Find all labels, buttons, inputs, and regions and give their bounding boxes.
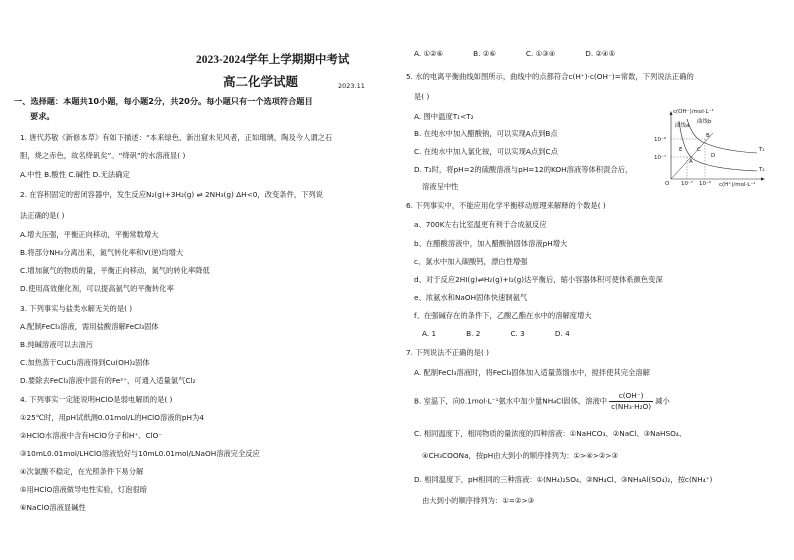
q6-item-c: c、氯水中加入碳酸钙，漂白性增强 (414, 257, 528, 266)
q5-option-d-line-1: D. T₂时，将pH=2的硫酸溶液与pH=12的KOH溶液等体积混合后， (414, 165, 633, 174)
t1-label: T₁ (759, 147, 765, 153)
q4-option-b: B. ②⑥ (473, 49, 496, 58)
q4-option-c: C. ①③④ (525, 49, 556, 58)
point-e: E (679, 147, 683, 153)
q3-stem: 3. 下列事实与盐类水解无关的是( ) (20, 304, 133, 313)
q5-stem-line-1: 5. 水的电离平衡曲线如图所示，曲线中的点都符合c(H⁺)·c(OH⁻)=常数，下列说法正确的 (406, 72, 694, 81)
q4-option-d: D. ②④⑤ (585, 49, 616, 58)
q4-stem: 4. 下列事实一定能说明HClO是弱电解质的是( ) (20, 395, 173, 404)
y-tick-2: 10⁻⁷ (654, 155, 667, 161)
point-d: D (711, 153, 716, 159)
q6-option-b: B. 2 (466, 329, 481, 338)
q4-statement-2: ②HClO水溶液中含有HClO分子和H⁺、ClO⁻ (20, 431, 163, 440)
curve-b-label: 曲线b (697, 119, 712, 125)
q6-item-a: a、700K左右比室温更有利于合成氨反应 (414, 220, 547, 229)
exam-title: 2023-2024学年上学期期中考试 (196, 54, 350, 66)
q1-options: A.中性 B.酸性 C.碱性 D.无法确定 (20, 170, 130, 179)
q3-option-a: A.配制FeCl₃溶液，需用盐酸溶解FeCl₃固体 (20, 322, 159, 331)
q2-option-d: D.使用高效催化剂，可以提高氨气的平衡转化率 (20, 284, 174, 293)
q6-stem: 6. 下列事实中，不能应用化学平衡移动原理来解释的个数是( ) (406, 201, 606, 210)
fraction-denominator: c(NH₃·H₂O) (611, 402, 652, 411)
point-c: C (697, 147, 701, 153)
q1-stem-line-1: 1. 唐代苏敬《新修本草》有如下描述：“本来绿色，新出窟未见风者，正如瑠璃，陶及今人谓之石 (20, 133, 333, 142)
x-axis-arrow (761, 178, 765, 181)
point-a: A (689, 159, 693, 165)
q4-statement-3: ③10mL0.01mol/LHClO溶液恰好与10mL0.01mol/LNaOH溶液完全反应 (20, 449, 260, 458)
q7-option-b-suffix: 减小 (655, 396, 670, 406)
q7-option-d-line-1: D. 相同温度下，pH相同的三种溶液：①(NH₄)₂SO₄、②NH₄Cl、③NH₄Al(SO₄)₂，按c(NH₄⁺) (414, 475, 713, 484)
q5-stem-line-2: 是( ) (414, 92, 430, 101)
q1-stem-line-2: 胆，烧之赤色，故名绛矾矣”。“绛矾”的水溶液显( ) (20, 151, 186, 160)
q5-option-b: B. 在纯水中加入醋酸钠，可以实现A点到B点 (414, 129, 558, 138)
q4-statement-5: ⑤用HClO溶液做导电性实验，灯泡很暗 (20, 485, 148, 494)
q2-stem-line-2: 法正确的是( ) (20, 211, 65, 220)
q3-option-d: D.要除去FeCl₃溶液中混有的Fe²⁺，可通入适量氯气Cl₂ (20, 376, 196, 385)
q6-option-d: D. 4 (554, 329, 570, 338)
x-tick-1: 10⁻⁷ (681, 181, 694, 187)
y-axis-label: c(OH⁻)/mol·L⁻¹ (673, 109, 714, 115)
q7-option-a: A. 配制FeCl₃溶液时，将FeCl₃固体加入适量蒸馏水中，搅拌使其完全溶解 (414, 368, 650, 377)
t2-label: T₂ (759, 167, 765, 173)
q7-option-b-fraction (609, 391, 653, 412)
q6-item-d: d、对于反应2HI(g)⇌H₂(g)+I₂(g)达平衡后，缩小容器体积可使体系颜色变深 (414, 275, 663, 284)
point-b: B (706, 133, 710, 139)
q2-stem-line-1: 2. 在容积固定的密闭容器中，发生反应N₂(g)+3H₂(g) ⇌ 2NH₃(g) ΔH<0，改变条件，下列说 (20, 190, 324, 199)
curve-a-label: 曲线a (675, 123, 690, 129)
q5-option-c: C. 在纯水中加入氯化铵，可以实现A点到C点 (414, 147, 558, 156)
q4-statement-4: ④次氯酸不稳定，在光照条件下易分解 (20, 467, 144, 476)
q4-option-a: A. ①②⑥ (414, 49, 444, 58)
q7-option-d-line-2: 由大到小的顺序排列为：①=②>③ (422, 496, 535, 505)
x-tick-2: 10⁻⁶ (699, 181, 712, 187)
diagonal-line (671, 133, 716, 179)
q5-option-d-line-2: 溶液呈中性 (422, 182, 459, 191)
q4-statement-6: ⑥NaClO溶液显碱性 (20, 503, 86, 512)
q3-option-c: C.加热蒸干CuCl₂溶液得到Cu(OH)₂固体 (20, 358, 150, 367)
q4-options (414, 49, 645, 58)
q2-option-a: A.增大压强，平衡正向移动，平衡常数增大 (20, 230, 159, 239)
exam-date: 2023.11 (338, 82, 365, 90)
exam-subtitle: 高二化学试题 (223, 75, 299, 89)
q2-option-c: C.增加氮气的物质的量，平衡正向移动，氮气的转化率降低 (20, 266, 210, 275)
q6-item-e: e、浓氨水和NaOH固体快速制氨气 (414, 293, 528, 302)
q7-option-c-line-2: ④CH₃COONa，按pH由大到小的顺序排列为：①>④>②>③ (422, 451, 619, 460)
q6-option-a: A. 1 (422, 329, 437, 338)
q4-statement-1: ①25℃时，用pH试纸测0.01mol/L的HClO溶液的pH为4 (20, 413, 204, 422)
q7-stem: 7. 下列说法不正确的是( ) (406, 348, 489, 357)
q7-option-b (414, 391, 670, 412)
q2-option-b: B.将部分NH₃分离出来，氮气转化率和V(逆)均增大 (20, 248, 184, 257)
q6-item-b: b、在醋酸溶液中，加入醋酸钠固体溶液pH增大 (414, 239, 568, 248)
q5-option-a: A. 图中温度T₁<T₂ (414, 112, 474, 121)
water-ionization-graph (653, 107, 773, 187)
q6-item-f: f、在强碱存在的条件下，乙酸乙酯在水中的溶解度增大 (414, 311, 592, 320)
section-heading-line-1: 一、选择题：本题共10小题，每小题2分，共20分。每小题只有一个选项符合题目 (14, 96, 313, 106)
q6-options (422, 329, 600, 338)
q7-option-c-line-1: C. 相同温度下，相同物质的量浓度的四种溶液：①NaHCO₃、②NaCl、③NaHSO₄、 (414, 429, 687, 438)
fraction-numerator: c(OH⁻) (609, 391, 653, 402)
y-tick-1: 10⁻⁶ (654, 137, 667, 143)
section-heading-line-2: 要求。 (30, 111, 55, 121)
origin-label: O (665, 181, 670, 187)
q3-option-b: B.纯碱溶液可以去油污 (20, 340, 93, 349)
q6-option-c: C. 3 (510, 329, 525, 338)
q7-option-b-prefix: B. 室温下，向0.1mol·L⁻¹氨水中加少量NH₄Cl固体，溶液中 (414, 396, 608, 406)
x-axis-label: c(H⁺)/mol·L⁻¹ (719, 182, 756, 187)
